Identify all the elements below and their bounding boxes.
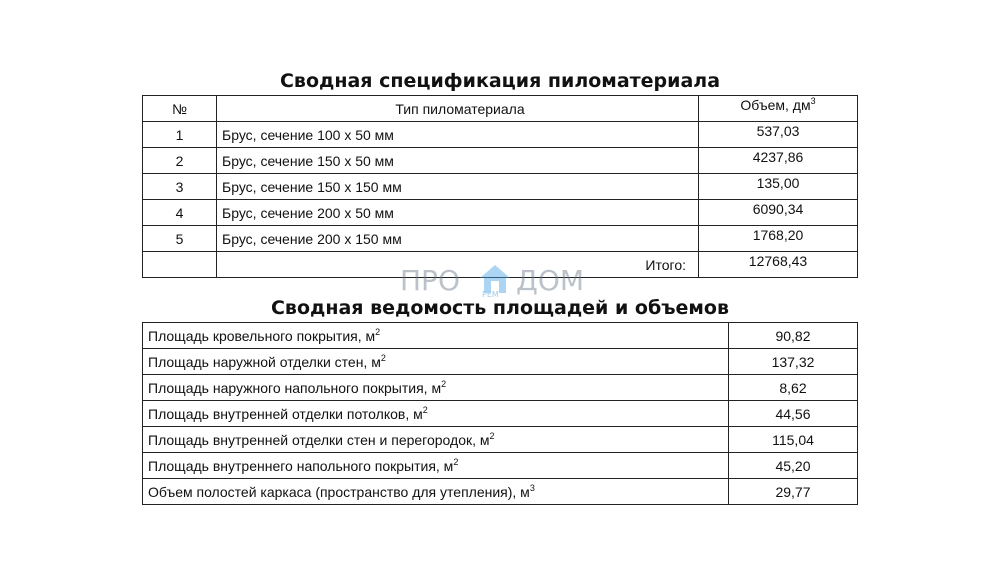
header-volume-sup: 3 bbox=[810, 96, 816, 106]
table-row bbox=[143, 148, 858, 174]
watermark-sub-text: РЕМ bbox=[482, 290, 499, 299]
row-num: 4 bbox=[143, 200, 217, 226]
pro-dom-watermark bbox=[400, 262, 600, 302]
area-label-text: Объем полостей каркаса (пространство для утепления), м bbox=[148, 483, 530, 500]
row-volume: 4237,86 bbox=[699, 148, 858, 174]
area-value: 8,62 bbox=[729, 375, 858, 401]
areas-title: Сводная ведомость площадей и объемов bbox=[270, 297, 730, 319]
row-volume: 6090,34 bbox=[699, 200, 858, 226]
header-volume bbox=[699, 96, 858, 122]
table-row bbox=[143, 349, 858, 375]
area-label-text: Площадь кровельного покрытия, м bbox=[148, 327, 376, 344]
row-type: Брус, сечение 200 х 150 мм bbox=[217, 226, 699, 252]
area-label-text: Площадь внутреннего напольного покрытия, м bbox=[148, 457, 454, 474]
row-volume: 1768,20 bbox=[699, 226, 858, 252]
table-row bbox=[143, 323, 858, 349]
row-num: 2 bbox=[143, 148, 217, 174]
table-row bbox=[143, 122, 858, 148]
area-label-sup: 2 bbox=[441, 378, 447, 389]
area-label bbox=[143, 375, 729, 401]
area-label bbox=[143, 479, 729, 505]
spec-title: Сводная спецификация пиломатериала bbox=[279, 70, 721, 92]
table-row bbox=[143, 226, 858, 252]
row-volume: 135,00 bbox=[699, 174, 858, 200]
area-value: 45,20 bbox=[729, 453, 858, 479]
table-row bbox=[143, 427, 858, 453]
area-value: 115,04 bbox=[729, 427, 858, 453]
area-label bbox=[143, 427, 729, 453]
table-row bbox=[143, 401, 858, 427]
table-row bbox=[143, 479, 858, 505]
area-label-sup: 2 bbox=[380, 352, 386, 363]
area-label-text: Площадь наружного напольного покрытия, м bbox=[148, 379, 442, 396]
table-row bbox=[143, 375, 858, 401]
watermark-right-text: ДОМ bbox=[516, 264, 585, 297]
row-num: 5 bbox=[143, 226, 217, 252]
area-label-sup: 3 bbox=[529, 482, 535, 493]
area-label-text: Площадь внутренней отделки потолков, м bbox=[148, 405, 423, 422]
total-num-blank bbox=[143, 252, 217, 278]
area-label-sup: 2 bbox=[422, 404, 428, 415]
area-label-sup: 2 bbox=[489, 430, 495, 441]
row-num: 1 bbox=[143, 122, 217, 148]
total-value: 12768,43 bbox=[699, 252, 858, 278]
area-label-sup: 2 bbox=[375, 326, 381, 337]
table-header-row bbox=[143, 96, 858, 122]
row-num: 3 bbox=[143, 174, 217, 200]
table-row bbox=[143, 453, 858, 479]
area-label-text: Площадь наружной отделки стен, м bbox=[148, 353, 381, 370]
area-label bbox=[143, 453, 729, 479]
watermark-left-text: ПРО bbox=[400, 264, 460, 297]
table-row bbox=[143, 174, 858, 200]
row-type: Брус, сечение 150 х 150 мм bbox=[217, 174, 699, 200]
header-volume-label: Объем, дм bbox=[740, 97, 811, 113]
area-label bbox=[143, 323, 729, 349]
area-value: 137,32 bbox=[729, 349, 858, 375]
area-label-sup: 2 bbox=[453, 456, 459, 467]
area-value: 44,56 bbox=[729, 401, 858, 427]
total-label: Итого: bbox=[217, 252, 699, 278]
table-row bbox=[143, 200, 858, 226]
row-type: Брус, сечение 200 х 50 мм bbox=[217, 200, 699, 226]
header-num: № bbox=[143, 96, 217, 122]
row-type: Брус, сечение 150 х 50 мм bbox=[217, 148, 699, 174]
area-label bbox=[143, 349, 729, 375]
area-value: 29,77 bbox=[729, 479, 858, 505]
header-type: Тип пиломатериала bbox=[217, 96, 699, 122]
area-value: 90,82 bbox=[729, 323, 858, 349]
lumber-spec-table bbox=[142, 95, 858, 278]
areas-volumes-table bbox=[142, 322, 858, 505]
area-label-text: Площадь внутренней отделки стен и перегородок, м bbox=[148, 431, 490, 448]
area-label bbox=[143, 401, 729, 427]
row-volume: 537,03 bbox=[699, 122, 858, 148]
row-type: Брус, сечение 100 х 50 мм bbox=[217, 122, 699, 148]
